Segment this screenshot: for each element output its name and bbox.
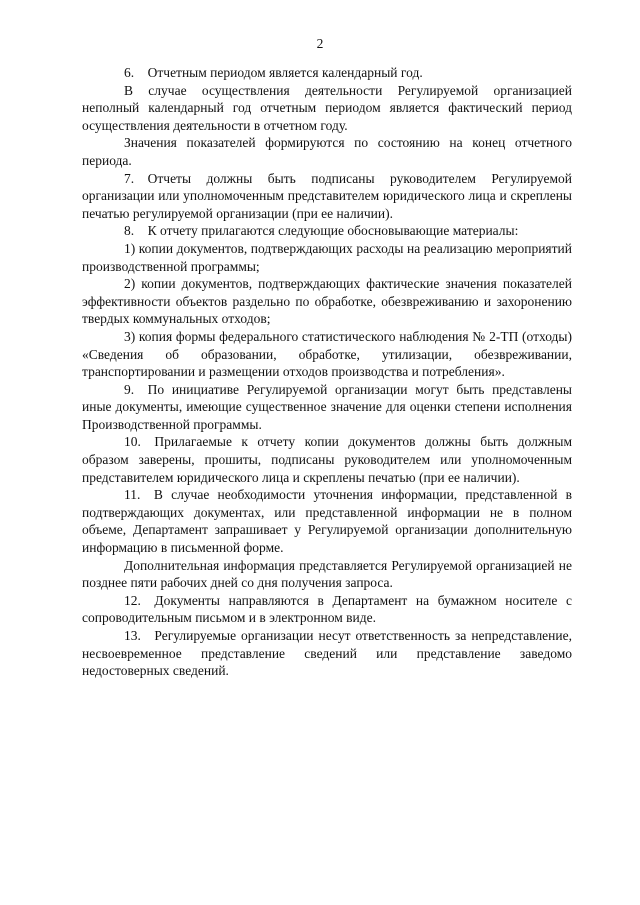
paragraph-11-continued: Дополнительная информация представляется Регулируемой организацией не позднее пяти рабочих дней со дня получения запроса. [82, 557, 572, 591]
document-body [82, 64, 572, 680]
paragraph-8-item-1: 1) копии документов, подтверждающих расходы на реализацию мероприятий производственной программы; [82, 240, 572, 274]
paragraph-10: 10. Прилагаемые к отчету копии документов должны быть должным образом заверены, прошиты, подписаны руководителем или уполномоченным представителем юридического лица и скреплены печатью (при ее наличии). [82, 434, 572, 485]
paragraph-12: 12. Документы направляются в Департамент на бумажном носителе с сопроводительным письмом и в электронном виде. [82, 592, 572, 626]
paragraph-6-values: Значения показателей формируются по состоянию на конец отчетного периода. [82, 135, 572, 168]
paragraph-6-continued: В случае осуществления деятельности Регулируемой организацией неполный календарный год отчетным периодом является фактический период осуществления деятельности в отчетном году. [82, 82, 572, 133]
paragraph-6: 6. Отчетным периодом является календарный год. [124, 65, 423, 80]
paragraph-9: 9. По инициативе Регулируемой организации могут быть представлены иные документы, имеющие существенное значение для оценки степени исполнения Производственной программы. [82, 381, 572, 432]
paragraph-8-item-2: 2) копии документов, подтверждающих фактические значения показателей эффективности объектов раздельно по обработке, обезвреживанию и захоронению твердых коммунальных отходов; [82, 276, 572, 327]
paragraph-7: 7. Отчеты должны быть подписаны руководителем Регулируемой организации или уполномоченным представителем юридического лица и скреплены печатью регулируемой организации (при ее наличии). [82, 170, 572, 221]
paragraph-11: 11. В случае необходимости уточнения информации, представленной в подтверждающих документах, или представленной информации не в полном объеме, Департамент запрашивает у Регулируемой организации дополнительную информацию в письменной форме. [82, 487, 572, 556]
paragraph-8-item-3: 3) копия формы федерального статистического наблюдения № 2-ТП (отходы) «Сведения об образовании, обработке, утилизации, обезвреживании, транспортировании и размещении отходов производства и потребления». [82, 328, 572, 380]
paragraph-13: 13. Регулируемые организации несут ответственность за непредставление, несвоевременное представление сведений или представление заведомо недостоверных сведений. [82, 628, 572, 679]
paragraph-8: 8. К отчету прилагаются следующие обосновывающие материалы: [124, 223, 519, 239]
page-number: 2 [316, 36, 324, 51]
